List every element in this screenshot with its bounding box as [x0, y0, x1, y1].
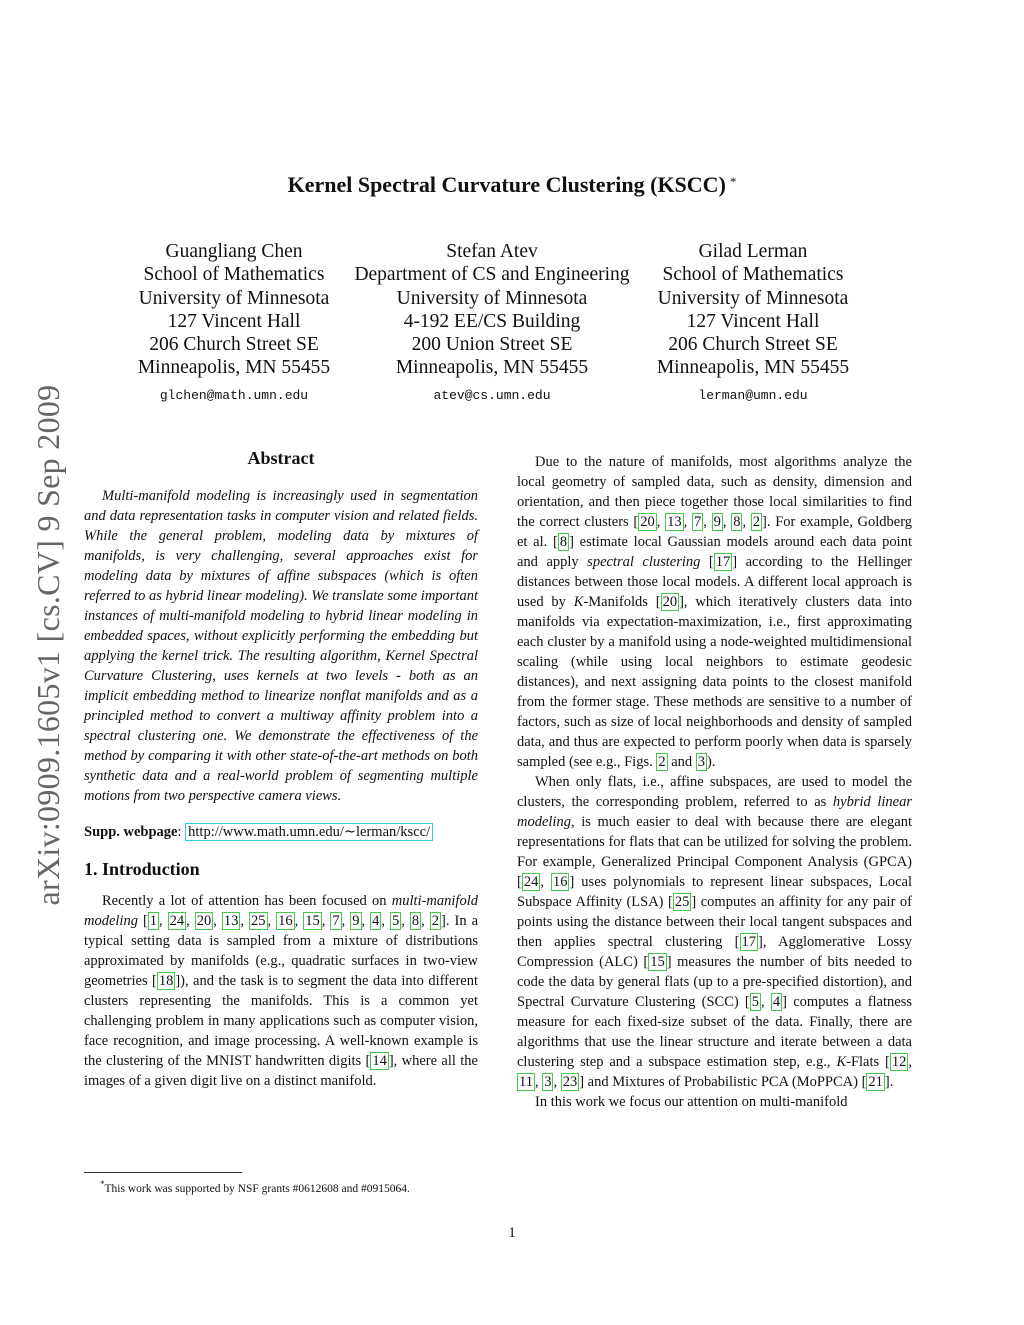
author-city: Minneapolis, MN 55455	[395, 357, 589, 379]
citation-link[interactable]: 24	[523, 874, 539, 890]
footnote-mark: *	[100, 1179, 105, 1189]
citation-link[interactable]: 25	[251, 913, 266, 929]
title-text: Kernel Spectral Curvature Clustering (KSCC)	[287, 172, 726, 197]
citation-list: 20 , 13 , 7 , 9 , 8 , 2	[640, 514, 761, 530]
body-paragraph: In this work we focus our attention on multi-manifold	[535, 1094, 848, 1110]
text-run: ] computes an affinity for any pair of points using the distance between their local tangent subspaces and then applies spectral clustering [	[517, 894, 913, 950]
text-run: ] estimate local Gaussian models around each data point and apply	[517, 534, 912, 570]
citation-link[interactable]: 17	[741, 934, 757, 950]
citation-link[interactable]: 2	[431, 913, 440, 929]
text-run: ]. For example, Goldberg et al. [	[517, 514, 913, 550]
citation-link[interactable]: 23	[562, 1074, 578, 1090]
author-addr2: 206 Church Street SE	[149, 334, 319, 356]
citation-link[interactable]: 16	[278, 913, 293, 929]
citation-link[interactable]: 15	[650, 954, 665, 970]
author-addr2: 200 Union Street SE	[411, 334, 573, 356]
author-name: Stefan Atev	[446, 241, 538, 262]
citation-link[interactable]: 24	[169, 913, 185, 929]
figure-link[interactable]: 3	[697, 754, 706, 770]
author-univ: University of Minnesota	[396, 287, 588, 309]
math-symbol: K	[836, 1054, 847, 1070]
citation-link[interactable]: 9	[352, 913, 360, 929]
text-run: Recently a lot of attention has been focused on	[102, 893, 392, 909]
body-paragraph	[517, 452, 912, 772]
text-run: Due to the nature of manifolds, most algorithms analyze the local geometry of sampled data, such as density, dimension and orientation, and then piece together those local similarities to find the correct clusters [	[517, 454, 912, 530]
author-addr2: 206 Church Street SE	[668, 334, 838, 356]
author-dept: School of Mathematics	[143, 264, 325, 286]
citation-link[interactable]: 20	[196, 913, 212, 929]
text-run: ).	[707, 754, 716, 770]
text-run: ] according to the Hellinger distances between those local models. A different local approach is used by	[517, 554, 912, 610]
abstract-text: Multi-manifold modeling is increasingly used in segmentation and data representation tasks in computer vision and related fields. While the general problem, modeling data by mixtures of manifolds, is very challenging, several approaches exist for modeling data by mixtures of affine subspaces (which is often referred to as hybrid linear modeling). We translate some important instances of multi-manifold modeling to hybrid linear modeling in embedded spaces, without explicitly performing the embedding but applying the kernel trick. The resulting algorithm, Kernel Spectral Curvature Clustering, uses kernels at two levels - both as an implicit embedding method to linearize nonflat manifolds and as a principled method to convert a multiway affinity problem into a spectral clustering one. We demonstrate the effectiveness of the method by comparing it with other state-of-the-art methods on both synthetic data and a real-world problem of segmenting multiple motions from two perspective camera views.	[84, 488, 478, 804]
page-number: 1	[508, 1225, 516, 1241]
citation-link[interactable]: 8	[411, 913, 420, 929]
citation-link[interactable]: 7	[332, 913, 340, 929]
author-email[interactable]: lerman@umn.edu	[698, 387, 808, 403]
author-block-2	[346, 240, 638, 407]
citation-link[interactable]: 15	[305, 913, 320, 929]
supp-label: Supp. webpage	[84, 824, 178, 840]
citation-link[interactable]: 5	[392, 913, 400, 929]
right-column	[517, 452, 912, 1112]
citation-link[interactable]: 5	[751, 994, 760, 1010]
citation-link[interactable]: 2	[752, 514, 761, 530]
author-city: Minneapolis, MN 55455	[137, 357, 331, 379]
text-run: [	[700, 554, 714, 570]
emphasis-text: spectral clustering	[587, 554, 701, 570]
author-name: Gilad Lerman	[698, 241, 808, 262]
text-run: ] computes a flatness measure for each fixed-size subset of the data. Finally, there are algorithms that use the linear structure and iterate between a data clustering step and a subspace estimation step, e.g.,	[517, 994, 912, 1070]
author-city: Minneapolis, MN 55455	[656, 357, 850, 379]
citation-link[interactable]: 9	[713, 514, 721, 530]
citation-link[interactable]: 8	[733, 514, 741, 530]
citation-link[interactable]: 21	[868, 1074, 883, 1090]
author-univ: University of Minnesota	[657, 287, 849, 309]
figure-link[interactable]: 2	[658, 754, 666, 770]
text-run: ].	[884, 1074, 894, 1090]
math-symbol: K	[573, 594, 584, 610]
text-run: ], which iteratively clusters data into manifolds via expectation-maximization, i.e., first approximating each cluster by a manifold using a node-weighted multidimensional scaling (while using local neighbors to estimate geodesic distances), and next assigning data points to the closest manifold from the former stage. These methods are sensitive to a number of factors, such as size of local neighborhoods and density of sampled data, and thus are expected to perform poorly when data is sparsely sampled (see e.g., Figs.	[517, 594, 912, 770]
citation-link[interactable]: 25	[674, 894, 690, 910]
citation-link[interactable]: 18	[158, 973, 174, 989]
paper-title	[0, 172, 1024, 198]
intro-paragraph: Recently a lot of attention has been focused on multi-manifold modeling [ 1 , 24 , 20 , 13 , 25 , 16 , 15 , 7 , 9 , 4 , 5 , 8 , 2 ]. In a typical setting data is sampled from a mixture of distributions approximated by manifolds (e.g., quadratic surfaces in two-view geometries [ 18 ]), and the task is to segment the data into different clusters representing the manifolds. This is a common yet challenging problem in many applications such as computer vision, face recognition, and image processing. A well-known example is the clustering of the MNIST handwritten digits [ 14 ], where all the images of a given digit live on a distinct manifold.	[84, 893, 479, 1089]
abstract-heading: Abstract	[247, 448, 315, 468]
citation-link[interactable]: 4	[372, 913, 380, 929]
supp-url-link[interactable]: http://www.math.umn.edu/∼lerman/kscc/	[185, 823, 433, 841]
footnote-rule	[84, 1172, 242, 1173]
footnote	[100, 1179, 410, 1195]
citation-link[interactable]: 20	[662, 594, 678, 610]
text-run: . In a typical setting data is sampled from a mixture of distributions approximated by manifolds (e.g., quadratic surfaces in two-view geometries [	[84, 913, 479, 989]
text-run: ]), and the task is to segment the data into different clusters representing the manifolds. This is a common yet challenging problem in many applications such as computer vision, face recognition, and image processing. A well-known example is the clustering of the MNIST handwritten digits [	[84, 973, 478, 1069]
author-name: Guangliang Chen	[165, 241, 303, 262]
citation-link[interactable]: 17	[715, 554, 731, 570]
text-run: and	[667, 754, 696, 770]
citation-link[interactable]: 16	[552, 874, 568, 890]
citation-link[interactable]: 14	[372, 1053, 387, 1069]
citation-link[interactable]: 3	[544, 1074, 552, 1090]
body-paragraph: When only flats, i.e., affine subspaces, are used to model the clusters, the corresponding problem, referred to as hybrid linear modeling, is much easier to deal with because there are elegant representations for flats that can be utilized for solving the problem. For example, Generalized Principal Component Analysis (GPCA) [ 24 , 16 ] uses polynomials to represent linear subspaces, Local Subspace Affinity (LSA) [ 25 ] computes an affinity for any pair of points using the distance between their local tangent subspaces and then applies spectral clustering [ 17 ], Agglomerative Lossy Compression (ALC) [ 15 ] measures the number of bits needed to code the data by general flats (up to a pre-specified distortion), and Spectral Curvature Clustering (SCC) [ 5 , 4 ] computes a flatness measure for each fixed-size subset of the data. Finally, there are algorithms that use the linear structure and iterate between a data clustering step and a subspace estimation step, e.g., K-Flats [ 12 , 11 , 3 , 23 ] and Mixtures of Probabilistic PCA (MoPPCA) [ 21 ].	[517, 774, 913, 1090]
text-run: -Manifolds [	[583, 594, 661, 610]
author-addr1: 127 Vincent Hall	[167, 310, 301, 332]
left-column	[84, 448, 478, 1091]
author-univ: University of Minnesota	[138, 287, 330, 309]
author-dept: School of Mathematics	[662, 264, 844, 286]
title-footnote-mark: *	[729, 174, 737, 189]
citation-link[interactable]: 8	[559, 534, 568, 550]
citation-link[interactable]: 7	[693, 514, 702, 530]
text-run: ], where all the images of a given digit live on a distinct manifold.	[84, 1053, 478, 1089]
section-heading-introduction: 1. Introduction	[84, 859, 200, 879]
citation-list: 1 , 24 , 20 , 13 , 25 , 16 , 15 , 7 , 9 , 4 , 5 , 8 , 2	[149, 913, 440, 929]
arxiv-identifier: arXiv:0909.1605v1 [cs.CV] 9 Sep 2009	[30, 384, 66, 906]
citation-link[interactable]: 13	[223, 913, 239, 929]
citation-link[interactable]: 4	[772, 994, 781, 1010]
text-run: ] uses polynomials to represent linear subspaces, Local Subspace Affinity (LSA) [	[517, 874, 912, 910]
citation-link[interactable]: 1	[149, 913, 158, 929]
supp-webpage: Supp. webpage: http://www.math.umn.edu/∼lerman/kscc/	[84, 822, 478, 842]
citation-link[interactable]: 11	[519, 1074, 533, 1090]
citation-list: 12 , 11 , 3 , 23	[519, 1054, 912, 1090]
author-block-1	[114, 240, 354, 407]
author-block-3	[632, 240, 874, 407]
author-email[interactable]: glchen@math.umn.edu	[159, 387, 309, 403]
author-addr1: 127 Vincent Hall	[686, 310, 820, 332]
text-run: When only flats, i.e., affine subspaces, are used to model the clusters, the corresponding problem, referred to as	[517, 774, 912, 810]
author-email[interactable]: atev@cs.umn.edu	[433, 387, 551, 403]
text-run: , is much easier to deal with because there are elegant representations for flats that can be utilized for solving the problem. For example, Generalized Principal Component Analysis (GPCA) [	[517, 814, 912, 890]
citation-link[interactable]: 20	[640, 514, 655, 530]
author-dept: Department of CS and Engineering	[354, 264, 630, 286]
citation-link[interactable]: 12	[891, 1054, 907, 1070]
text-run: ] measures the number of bits needed to code the data by general flats (up to a pre-specified distortion), and Spectral Curvature Clustering (SCC) [	[517, 954, 912, 1010]
text-run: ] and Mixtures of Probabilistic PCA (MoPPCA) [	[579, 1074, 867, 1090]
emphasis-text: hybrid linear modeling	[517, 794, 912, 830]
citation-link[interactable]: 13	[667, 514, 682, 530]
text-run: -Flats [	[846, 1054, 890, 1070]
text-run: ], Agglomerative Lossy Compression (ALC) [	[517, 934, 912, 970]
emphasis-text: multi-manifold modeling	[84, 893, 478, 929]
footnote-text: This work was supported by NSF grants #0612608 and #0915064.	[104, 1182, 410, 1195]
author-addr1: 4-192 EE/CS Building	[403, 310, 581, 332]
